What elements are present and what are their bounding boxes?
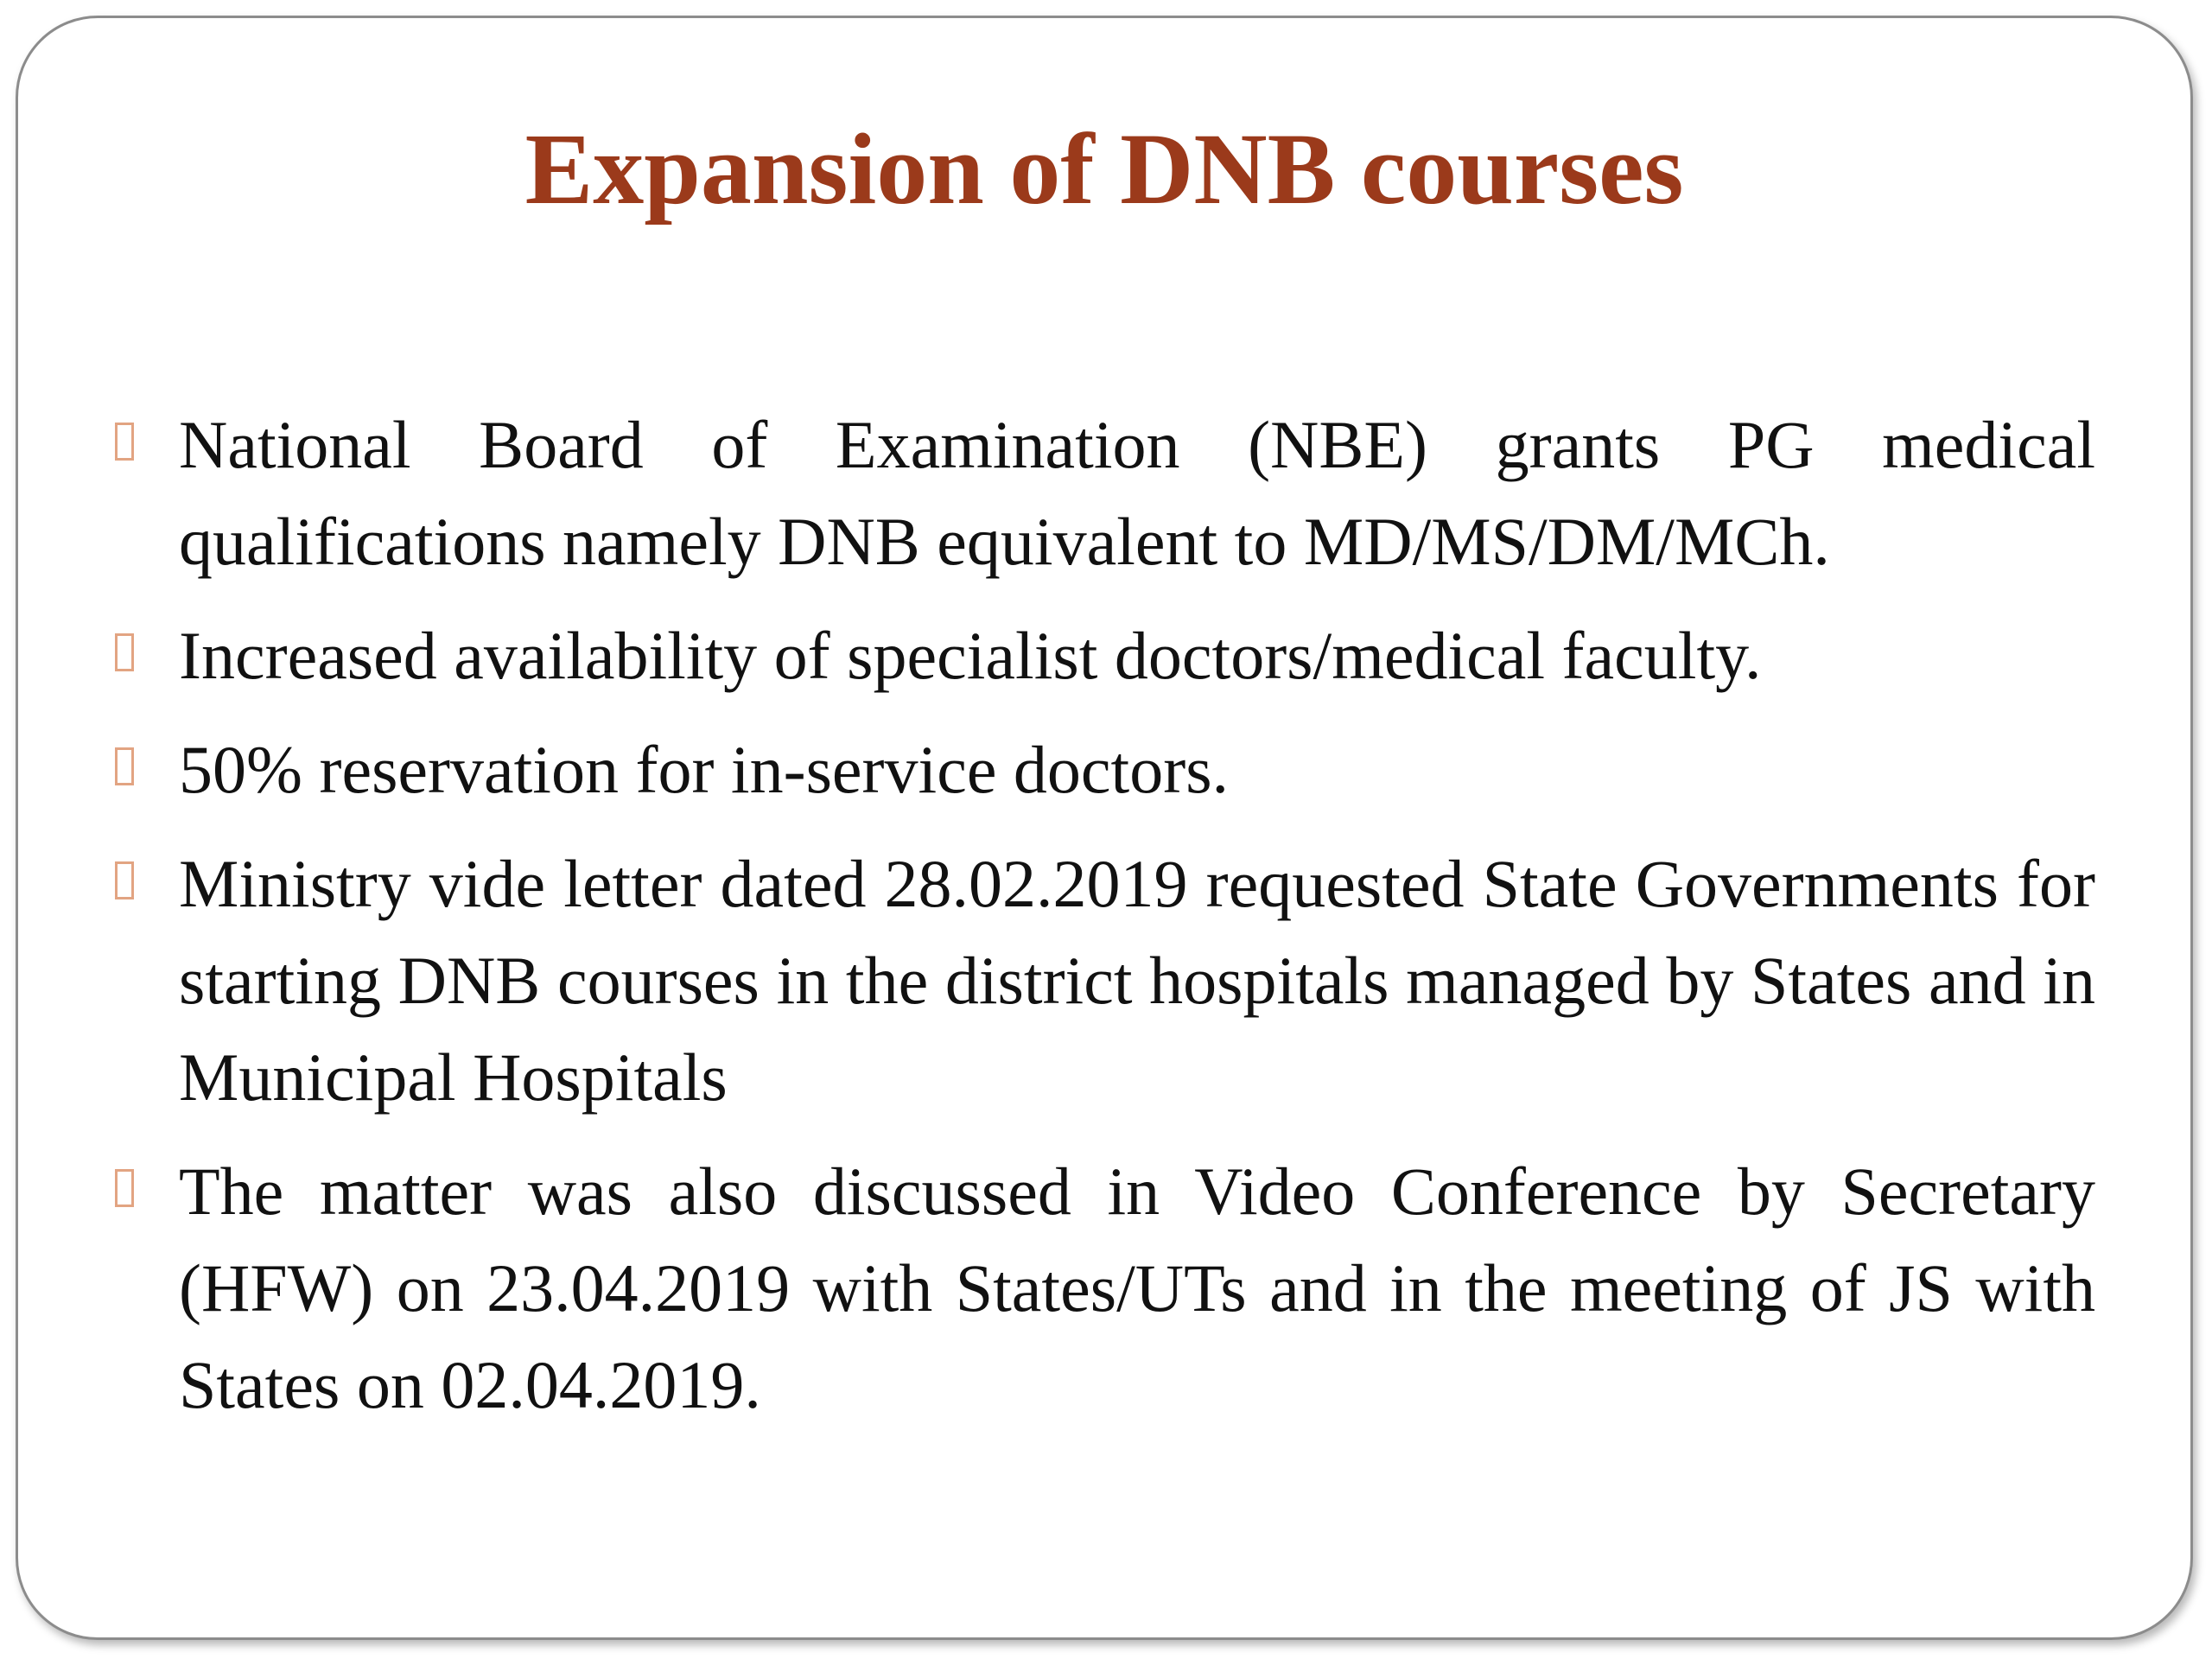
bullet-item (108, 1143, 2095, 1433)
bullet-text: Ministry vide letter dated 28.02.2019 requested State Governments for starting DNB courses in the district hospitals managed by States and in Municipal Hospitals (179, 846, 2095, 1115)
bullet-item (108, 721, 2095, 818)
bullet-text: The matter was also discussed in Video Conference by Secretary (HFW) on 23.04.2019 with States/UTs and in the meeting of JS with States on 02.04.2019. (179, 1154, 2095, 1422)
bullet-item (108, 607, 2095, 704)
bullet-box-icon (115, 423, 134, 461)
bullet-list (108, 397, 2095, 1451)
bullet-box-icon (115, 633, 134, 671)
bullet-item (108, 836, 2095, 1126)
bullet-text: National Board of Examination (NBE) grants PG medical qualifications namely DNB equivalent to MD/MS/DM/MCh. (179, 407, 2095, 579)
slide-title: Expansion of DNB courses (524, 112, 1684, 226)
bullet-box-icon (115, 1169, 134, 1207)
bullet-text: Increased availability of specialist doctors/medical faculty. (179, 618, 1762, 693)
bullet-box-icon (115, 861, 134, 899)
slide (16, 16, 2193, 1640)
bullet-box-icon (115, 747, 134, 785)
bullet-item (108, 397, 2095, 590)
bullet-text: 50% reservation for in-service doctors. (179, 732, 1230, 807)
